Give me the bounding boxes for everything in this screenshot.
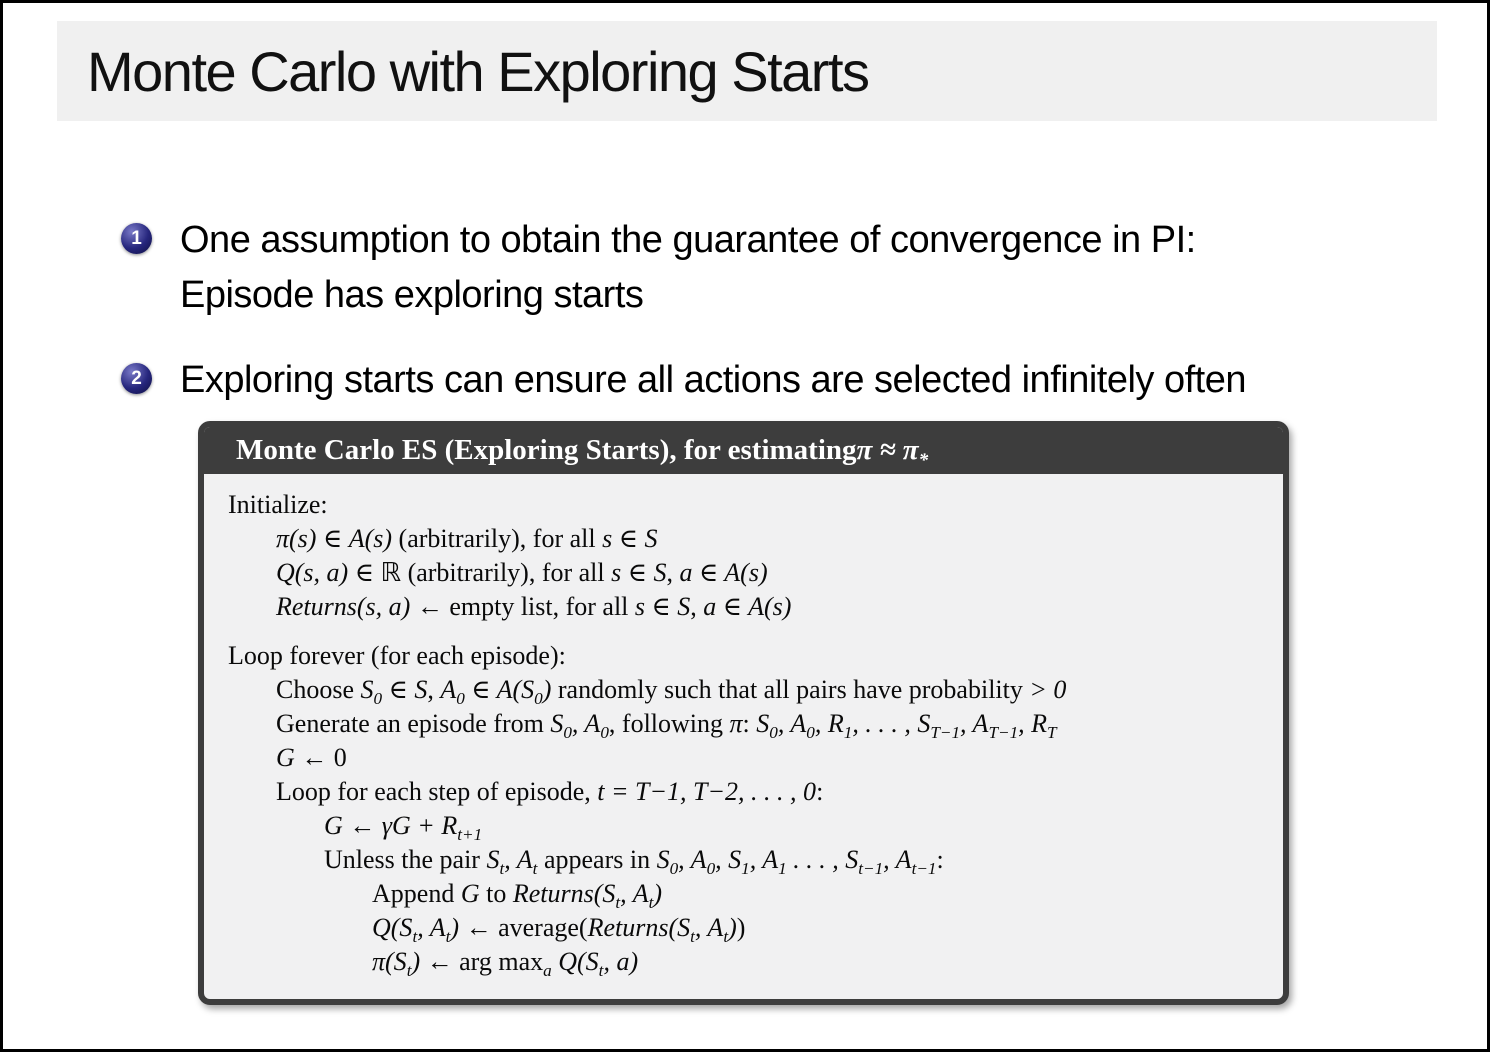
algorithm-line: Generate an episode from $S_0$, $A_0$, following π: $S_0$, $A_0$, $R_1$, . . . , $S_{T-1}$, $A_{T-1}$, $R_T$ [276, 709, 1057, 743]
bullet-text-line: Episode has exploring starts [180, 274, 644, 316]
algorithm-line: Initialize: [228, 490, 328, 519]
bullet-text [180, 213, 1196, 323]
algorithm-line: Loop forever (for each episode): [228, 641, 566, 670]
bullet-text [180, 353, 1246, 408]
algorithm-line: Choose $S_0$ ∈ S, $A_0$ ∈ $A(S_0)$ randomly such that all pairs have probability > 0 [276, 675, 1067, 709]
algorithm-header: Monte Carlo ES (Exploring Starts), for estimating $\pi \approx \pi_*$ [204, 427, 1283, 474]
bullet-item-1 [121, 213, 1431, 323]
bullet-list [121, 213, 1431, 438]
title-banner [57, 21, 1437, 121]
algorithm-line: π(s) ∈ A(s) (arbitrarily), for all s ∈ S [276, 524, 658, 553]
page-title: Monte Carlo with Exploring Starts [87, 39, 869, 103]
algorithm-line: Returns(s, a) ← empty list, for all s ∈ S, a ∈ A(s) [276, 592, 792, 621]
algorithm-line: G ← $\gamma G + R_{t+1}$ [324, 811, 483, 845]
algorithm-line: G ← 0 [276, 743, 347, 772]
algorithm-line: Unless the pair $S_t$, $A_t$ appears in $S_0$, $A_0$, $S_1$, $A_1$ . . . , $S_{t-1}$, $A_{t-1}$: [324, 845, 944, 879]
bullet-text-line: One assumption to obtain the guarantee of convergence in PI: [180, 219, 1196, 261]
algorithm-box [198, 421, 1289, 1005]
algorithm-line: Q(s, a) ∈ ℝ (arbitrarily), for all s ∈ S, a ∈ A(s) [276, 558, 768, 587]
algorithm-line: $\pi(S_t)$ ← arg $\max_a Q(S_t$, a) [372, 947, 639, 981]
algorithm-line: Append G to $Returns(S_t$, $A_t$) [372, 879, 663, 913]
bullet-number-badge: 2 [121, 363, 152, 394]
algorithm-line: Loop for each step of episode, t = T−1, T−2, . . . , 0: [276, 777, 824, 806]
algorithm-body [204, 474, 1283, 997]
bullet-item-2 [121, 353, 1431, 408]
bullet-text-line: Exploring starts can ensure all actions are selected infinitely often [180, 359, 1246, 401]
algorithm-line: $Q(S_t$, $A_t$) ← $average(Returns(S_t$, $A_t$)) [372, 913, 746, 947]
bullet-number-badge: 1 [121, 223, 152, 254]
